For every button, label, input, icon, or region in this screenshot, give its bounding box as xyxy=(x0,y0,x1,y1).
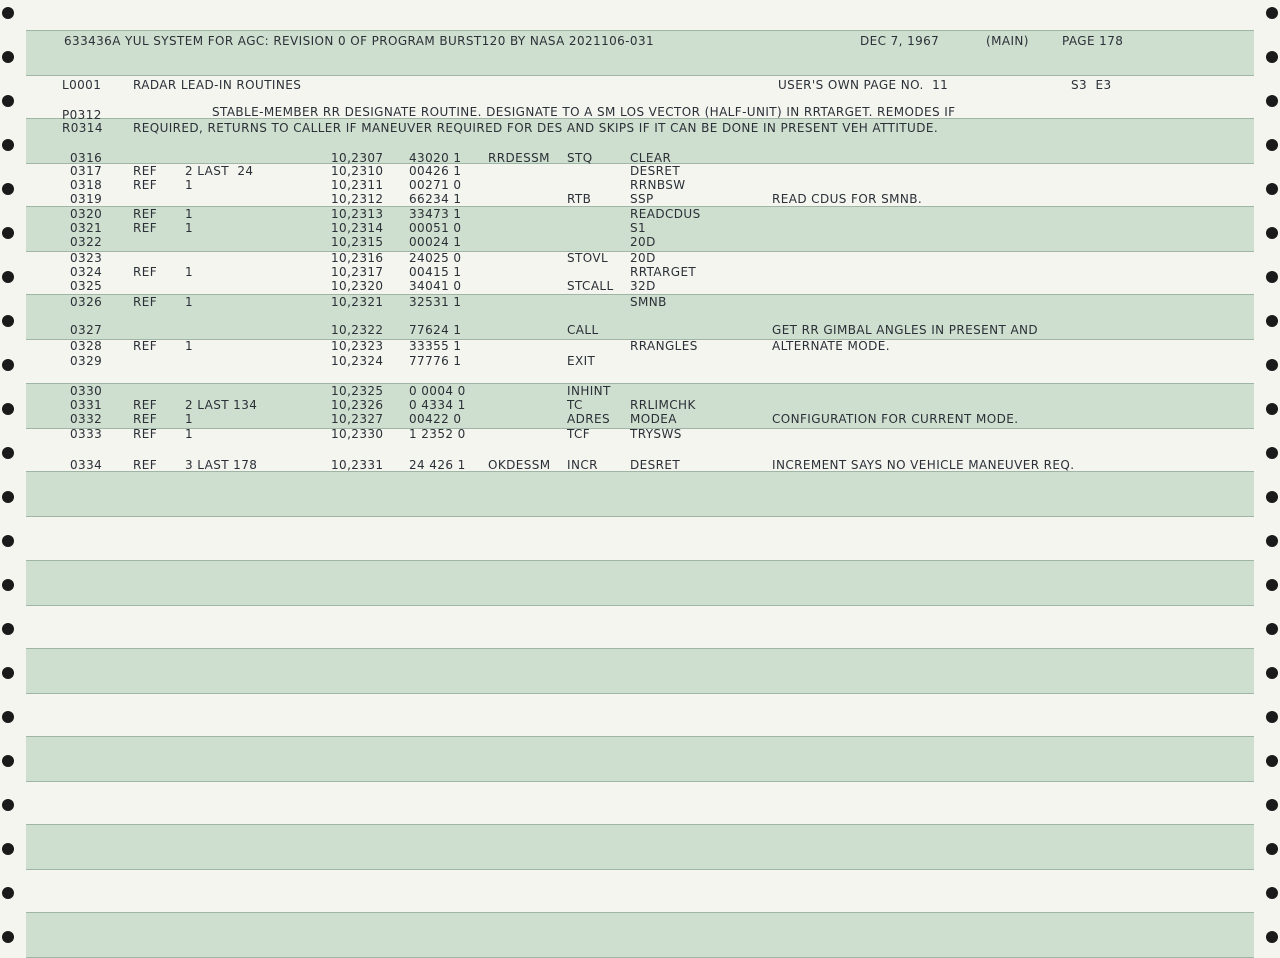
feed-hole-right xyxy=(1266,447,1278,459)
address: 10,2327 xyxy=(331,412,384,426)
feed-hole-left xyxy=(2,491,14,503)
opcode: RTB xyxy=(567,192,592,206)
description-line-1-id: P0312 xyxy=(62,108,102,122)
opcode: STQ xyxy=(567,151,593,165)
line-number: 0321 xyxy=(70,221,103,235)
address: 10,2323 xyxy=(331,339,384,353)
operand: DESRET xyxy=(630,458,681,472)
feed-hole-right xyxy=(1266,271,1278,283)
line-number: 0323 xyxy=(70,251,103,265)
address: 10,2307 xyxy=(331,151,384,165)
description-line-2: REQUIRED, RETURNS TO CALLER IF MANEUVER REQUIRED FOR DES AND SKIPS IF IT CAN BE DONE IN PRESENT VEH ATTITUDE. xyxy=(133,121,939,135)
line-number: 0330 xyxy=(70,384,103,398)
opcode: STOVL xyxy=(567,251,609,265)
operand: 20D xyxy=(630,251,656,265)
ref-info: 1 xyxy=(185,207,194,221)
feed-hole-left xyxy=(2,7,14,19)
ref-marker: REF xyxy=(133,207,158,221)
octal-word: 1 2352 0 xyxy=(409,427,466,441)
users-page-number: USER'S OWN PAGE NO. 11 xyxy=(778,78,949,92)
ref-marker: REF xyxy=(133,295,158,309)
comment: ALTERNATE MODE. xyxy=(772,339,890,353)
greenbar-stripe xyxy=(26,471,1254,517)
comment: GET RR GIMBAL ANGLES IN PRESENT AND xyxy=(772,323,1039,337)
address: 10,2313 xyxy=(331,207,384,221)
comment: INCREMENT SAYS NO VEHICLE MANEUVER REQ. xyxy=(772,458,1075,472)
operand: SSP xyxy=(630,192,654,206)
feed-hole-left xyxy=(2,403,14,415)
feed-hole-right xyxy=(1266,227,1278,239)
feed-hole-right xyxy=(1266,887,1278,899)
operand: RRNBSW xyxy=(630,178,686,192)
feed-hole-left xyxy=(2,711,14,723)
feed-hole-right xyxy=(1266,799,1278,811)
feed-hole-right xyxy=(1266,491,1278,503)
header-date: DEC 7, 1967 xyxy=(860,34,940,48)
feed-hole-left xyxy=(2,359,14,371)
ref-marker: REF xyxy=(133,398,158,412)
address: 10,2320 xyxy=(331,279,384,293)
line-number: 0332 xyxy=(70,412,103,426)
octal-word: 66234 1 xyxy=(409,192,462,206)
line-number: 0327 xyxy=(70,323,103,337)
ref-info: 2 LAST 24 xyxy=(185,164,254,178)
greenbar-stripe xyxy=(26,824,1254,870)
address: 10,2325 xyxy=(331,384,384,398)
greenbar-stripe xyxy=(26,912,1254,958)
feed-hole-left xyxy=(2,535,14,547)
address: 10,2324 xyxy=(331,354,384,368)
line-number: 0328 xyxy=(70,339,103,353)
line-number: 0334 xyxy=(70,458,103,472)
ref-marker: REF xyxy=(133,412,158,426)
octal-word: 00024 1 xyxy=(409,235,462,249)
ref-marker: REF xyxy=(133,178,158,192)
operand: READCDUS xyxy=(630,207,701,221)
octal-word: 0 4334 1 xyxy=(409,398,466,412)
feed-hole-left xyxy=(2,271,14,283)
ref-info: 1 xyxy=(185,412,194,426)
ref-info: 1 xyxy=(185,427,194,441)
address: 10,2331 xyxy=(331,458,384,472)
line-number: 0331 xyxy=(70,398,103,412)
feed-hole-left xyxy=(2,843,14,855)
feed-hole-right xyxy=(1266,755,1278,767)
octal-word: 0 0004 0 xyxy=(409,384,466,398)
opcode: TCF xyxy=(567,427,591,441)
octal-word: 33473 1 xyxy=(409,207,462,221)
ref-info: 1 xyxy=(185,221,194,235)
feed-hole-left xyxy=(2,227,14,239)
feed-hole-left xyxy=(2,315,14,327)
ref-info: 2 LAST 134 xyxy=(185,398,258,412)
address: 10,2315 xyxy=(331,235,384,249)
ref-marker: REF xyxy=(133,427,158,441)
ref-marker: REF xyxy=(133,221,158,235)
octal-word: 32531 1 xyxy=(409,295,462,309)
header-page: PAGE 178 xyxy=(1062,34,1124,48)
feed-hole-left xyxy=(2,95,14,107)
line-number: 0325 xyxy=(70,279,103,293)
feed-hole-right xyxy=(1266,7,1278,19)
feed-hole-right xyxy=(1266,843,1278,855)
operand: DESRET xyxy=(630,164,681,178)
opcode: STCALL xyxy=(567,279,614,293)
address: 10,2317 xyxy=(331,265,384,279)
feed-hole-right xyxy=(1266,623,1278,635)
octal-word: 00271 0 xyxy=(409,178,462,192)
opcode: CALL xyxy=(567,323,599,337)
header-title: 633436A YUL SYSTEM FOR AGC: REVISION 0 OF PROGRAM BURST120 BY NASA 2021106-031 xyxy=(64,34,655,48)
address: 10,2316 xyxy=(331,251,384,265)
feed-hole-right xyxy=(1266,667,1278,679)
operand: CLEAR xyxy=(630,151,672,165)
operand: SMNB xyxy=(630,295,667,309)
opcode: TC xyxy=(567,398,583,412)
log-number: L0001 xyxy=(62,78,102,92)
ref-info: 1 xyxy=(185,339,194,353)
feed-hole-right xyxy=(1266,579,1278,591)
octal-word: 24025 0 xyxy=(409,251,462,265)
operand: RRTARGET xyxy=(630,265,697,279)
greenbar-stripe xyxy=(26,648,1254,694)
operand: 20D xyxy=(630,235,656,249)
feed-hole-left xyxy=(2,51,14,63)
label: RRDESSM xyxy=(488,151,550,165)
feed-hole-left xyxy=(2,799,14,811)
operand: TRYSWS xyxy=(630,427,682,441)
ref-info: 1 xyxy=(185,178,194,192)
description-line-1: STABLE-MEMBER RR DESIGNATE ROUTINE. DESIGNATE TO A SM LOS VECTOR (HALF-UNIT) IN RRTARGET. REMODES IF xyxy=(212,105,956,119)
feed-hole-left xyxy=(2,931,14,943)
comment: CONFIGURATION FOR CURRENT MODE. xyxy=(772,412,1019,426)
feed-hole-right xyxy=(1266,183,1278,195)
address: 10,2326 xyxy=(331,398,384,412)
feed-hole-left xyxy=(2,887,14,899)
feed-hole-right xyxy=(1266,535,1278,547)
opcode: ADRES xyxy=(567,412,610,426)
ref-marker: REF xyxy=(133,265,158,279)
line-number: 0333 xyxy=(70,427,103,441)
opcode: INCR xyxy=(567,458,598,472)
feed-hole-left xyxy=(2,623,14,635)
feed-hole-left xyxy=(2,183,14,195)
line-number: 0326 xyxy=(70,295,103,309)
octal-word: 34041 0 xyxy=(409,279,462,293)
octal-word: 33355 1 xyxy=(409,339,462,353)
feed-hole-left xyxy=(2,667,14,679)
address: 10,2322 xyxy=(331,323,384,337)
line-number: 0324 xyxy=(70,265,103,279)
greenbar-stripe xyxy=(26,560,1254,606)
octal-word: 00415 1 xyxy=(409,265,462,279)
address: 10,2321 xyxy=(331,295,384,309)
feed-hole-left xyxy=(2,579,14,591)
routine-title: RADAR LEAD-IN ROUTINES xyxy=(133,78,302,92)
address: 10,2330 xyxy=(331,427,384,441)
line-number: 0320 xyxy=(70,207,103,221)
line-number: 0322 xyxy=(70,235,103,249)
opcode: INHINT xyxy=(567,384,611,398)
feed-hole-left xyxy=(2,755,14,767)
feed-hole-right xyxy=(1266,359,1278,371)
operand: S1 xyxy=(630,221,647,235)
line-number: 0319 xyxy=(70,192,103,206)
feed-hole-left xyxy=(2,447,14,459)
feed-hole-right xyxy=(1266,95,1278,107)
line-number: 0317 xyxy=(70,164,103,178)
feed-hole-right xyxy=(1266,403,1278,415)
octal-word: 00051 0 xyxy=(409,221,462,235)
address: 10,2311 xyxy=(331,178,384,192)
octal-word: 77624 1 xyxy=(409,323,462,337)
ref-info: 1 xyxy=(185,295,194,309)
comment: READ CDUS FOR SMNB. xyxy=(772,192,923,206)
section-codes: S3 E3 xyxy=(1071,78,1112,92)
description-line-2-id: R0314 xyxy=(62,121,103,135)
ref-marker: REF xyxy=(133,458,158,472)
octal-word: 24 426 1 xyxy=(409,458,466,472)
feed-hole-right xyxy=(1266,711,1278,723)
octal-word: 00422 0 xyxy=(409,412,462,426)
label: OKDESSM xyxy=(488,458,551,472)
address: 10,2314 xyxy=(331,221,384,235)
greenbar-stripe xyxy=(26,736,1254,782)
opcode: EXIT xyxy=(567,354,596,368)
octal-word: 43020 1 xyxy=(409,151,462,165)
address: 10,2310 xyxy=(331,164,384,178)
feed-hole-right xyxy=(1266,139,1278,151)
operand: RRLIMCHK xyxy=(630,398,696,412)
feed-hole-right xyxy=(1266,931,1278,943)
octal-word: 77776 1 xyxy=(409,354,462,368)
feed-hole-right xyxy=(1266,51,1278,63)
ref-info: 1 xyxy=(185,265,194,279)
ref-marker: REF xyxy=(133,339,158,353)
operand: 32D xyxy=(630,279,656,293)
feed-hole-right xyxy=(1266,315,1278,327)
operand: RRANGLES xyxy=(630,339,698,353)
address: 10,2312 xyxy=(331,192,384,206)
feed-hole-left xyxy=(2,139,14,151)
line-number: 0316 xyxy=(70,151,103,165)
line-number: 0318 xyxy=(70,178,103,192)
header-section: (MAIN) xyxy=(986,34,1029,48)
line-number: 0329 xyxy=(70,354,103,368)
ref-info: 3 LAST 178 xyxy=(185,458,258,472)
operand: MODEA xyxy=(630,412,677,426)
ref-marker: REF xyxy=(133,164,158,178)
octal-word: 00426 1 xyxy=(409,164,462,178)
